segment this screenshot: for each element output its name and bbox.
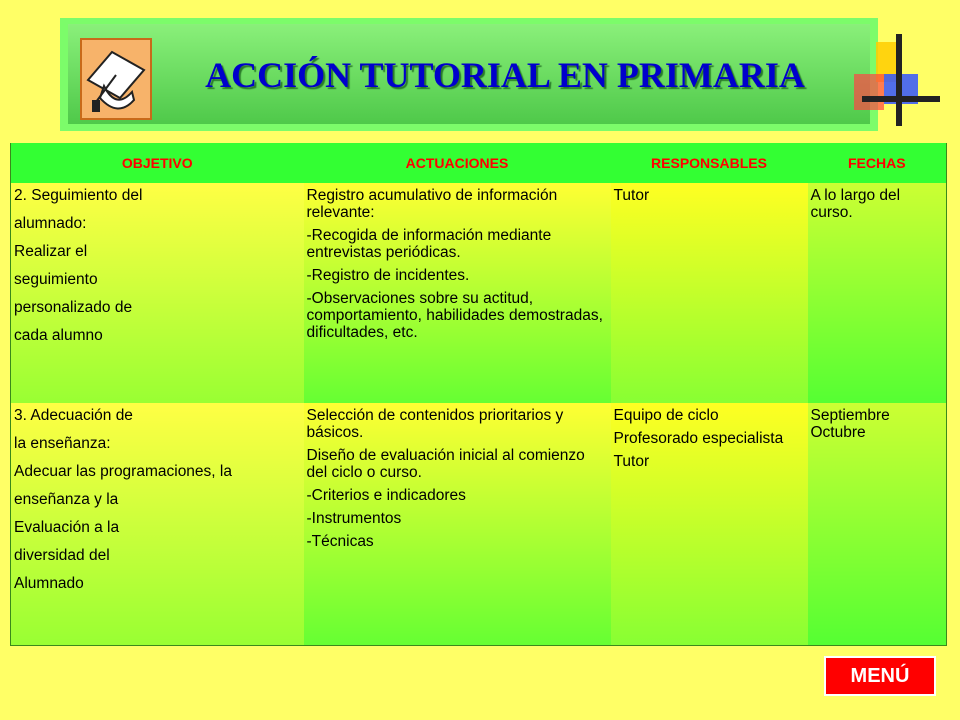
actuacion-line: -Instrumentos — [306, 510, 402, 527]
actuacion-line: Registro acumulativo de información relevante: — [306, 187, 558, 221]
column-header-actuaciones: ACTUACIONES — [304, 143, 611, 183]
objetivo-line: seguimiento — [14, 271, 98, 288]
cell-fechas: Septiembre Octubre — [808, 403, 947, 646]
column-header-objetivo: OBJETIVO — [11, 143, 304, 183]
responsable-line: Tutor — [613, 187, 650, 204]
graduation-cap-icon — [80, 38, 152, 120]
objetivo-line: la enseñanza: — [14, 435, 111, 452]
table-row — [11, 403, 947, 646]
cell-objetivo — [11, 403, 304, 646]
cell-actuaciones — [304, 403, 611, 646]
cell-fechas: A lo largo del curso. — [808, 183, 947, 403]
objetivo-line: personalizado de — [14, 299, 133, 316]
objetivo-line: 2. Seguimiento del — [14, 187, 143, 204]
tutorial-plan-table — [10, 143, 947, 646]
objetivo-line: Adecuar las programaciones, la — [14, 463, 232, 480]
cell-objetivo — [11, 183, 304, 403]
actuacion-line: -Recogida de información mediante entrevistas periódicas. — [306, 227, 552, 261]
cell-responsables — [611, 403, 808, 646]
actuacion-line: -Técnicas — [306, 533, 374, 550]
responsable-line: Equipo de ciclo — [613, 407, 719, 424]
objetivo-line: diversidad del — [14, 547, 110, 564]
responsable-line: Tutor — [613, 453, 650, 470]
objetivo-line: enseñanza y la — [14, 491, 119, 508]
actuacion-line: -Registro de incidentes. — [306, 267, 470, 284]
cell-responsables — [611, 183, 808, 403]
page-title: ACCIÓN TUTORIAL EN PRIMARIA — [205, 55, 805, 95]
menu-button[interactable]: MENÚ — [824, 656, 936, 696]
actuacion-line: Selección de contenidos prioritarios y básicos. — [306, 407, 564, 441]
objetivo-line: cada alumno — [14, 327, 103, 344]
actuacion-line: -Observaciones sobre su actitud, comportamiento, habilidades demostradas, dificultades, etc. — [306, 290, 603, 341]
objetivo-line: 3. Adecuación de — [14, 407, 133, 424]
objetivo-line: Evaluación a la — [14, 519, 120, 536]
objetivo-line: Alumnado — [14, 575, 84, 592]
column-header-responsables: RESPONSABLES — [611, 143, 808, 183]
objetivo-line: Realizar el — [14, 243, 88, 260]
cross-decoration-icon — [848, 34, 940, 126]
actuacion-line: -Criterios e indicadores — [306, 487, 466, 504]
cell-actuaciones — [304, 183, 611, 403]
objetivo-line: alumnado: — [14, 215, 87, 232]
actuacion-line: Diseño de evaluación inicial al comienzo del ciclo o curso. — [306, 447, 585, 481]
table-header-row — [11, 143, 947, 183]
column-header-fechas: FECHAS — [808, 143, 947, 183]
table-row — [11, 183, 947, 403]
responsable-line: Profesorado especialista — [613, 430, 784, 447]
